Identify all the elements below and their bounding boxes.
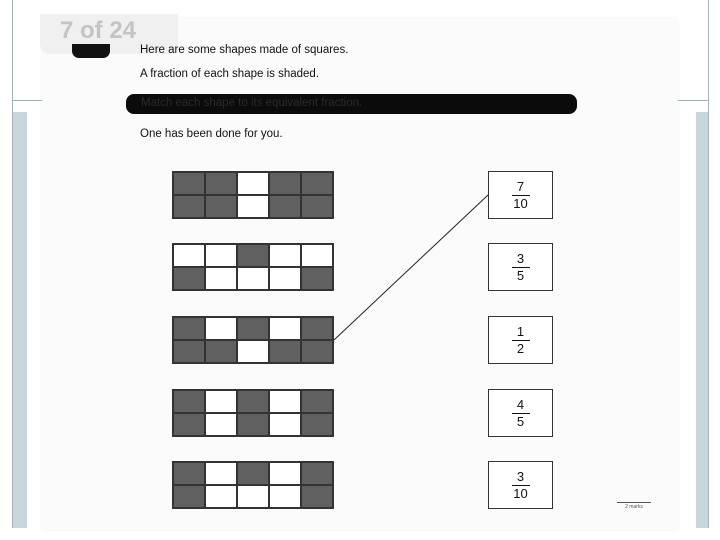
- denominator: 10: [513, 485, 528, 501]
- denominator: 10: [513, 195, 528, 211]
- numerator: 3: [516, 250, 525, 266]
- question-line-2: A fraction of each shape is shaded.: [140, 68, 320, 80]
- denominator: 5: [516, 413, 525, 429]
- question-line-1: Here are some shapes made of squares.: [140, 44, 349, 56]
- numerator: 3: [516, 468, 525, 484]
- denominator: 2: [516, 340, 525, 356]
- page-counter: 7 of 24: [40, 14, 178, 54]
- numerator: 7: [516, 178, 525, 194]
- question-line-4: One has been done for you.: [140, 128, 283, 140]
- numerator: 1: [516, 323, 525, 339]
- numerator: 4: [516, 396, 525, 412]
- match-line: [334, 195, 488, 340]
- instruction-text: Match each shape to its equivalent fraction.: [141, 97, 363, 109]
- denominator: 5: [516, 267, 525, 283]
- marks-label: 2 marks: [617, 502, 651, 510]
